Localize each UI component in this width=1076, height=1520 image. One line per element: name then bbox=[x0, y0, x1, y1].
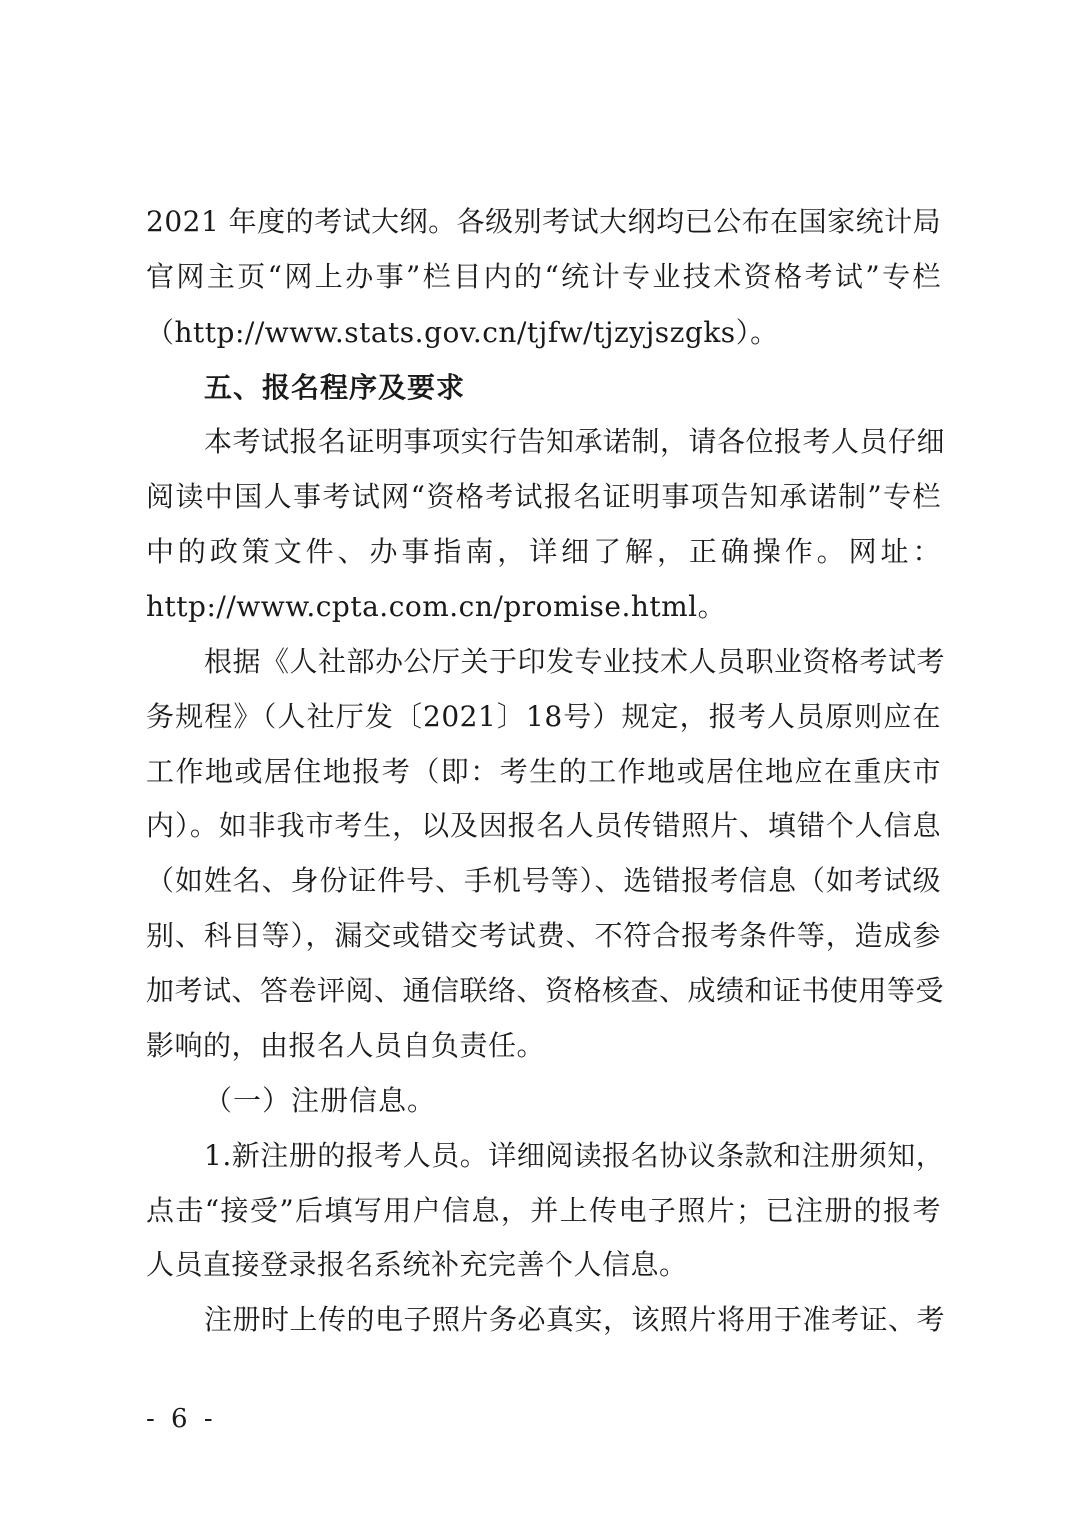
paragraph-line: 2021 年度的考试大纲。各级别考试大纲均已公布在国家统计局 bbox=[146, 205, 942, 238]
section-heading: 五、报名程序及要求 bbox=[204, 371, 466, 404]
paragraph-line: 人员直接登录报名系统补充完善个人信息。 bbox=[146, 1248, 688, 1281]
paragraph-line: 内）。如非我市考生，以及因报名人员传错照片、填错个人信息 bbox=[146, 809, 941, 842]
paragraph-line: 务规程》（人社厅发〔2021〕18号）规定，报考人员原则应在 bbox=[146, 700, 941, 733]
paragraph-line: 影响的，由报名人员自负责任。 bbox=[146, 1029, 546, 1062]
paragraph-line: 别、科目等），漏交或错交考试费、不符合报考条件等，造成参 bbox=[146, 919, 941, 952]
paragraph-line: 工作地或居住地报考（即：考生的工作地或居住地应在重庆市 bbox=[146, 755, 941, 788]
paragraph-line: 中的政策文件、办事指南，详细了解，正确操作。网址： bbox=[146, 535, 941, 568]
paragraph-line: 1.新注册的报考人员。详细阅读报名协议条款和注册须知， bbox=[204, 1139, 945, 1172]
paragraph-line: 官网主页“网上办事”栏目内的“统计专业技术资格考试”专栏 bbox=[146, 260, 941, 293]
page-number: - 6 - bbox=[146, 1404, 217, 1434]
paragraph-line: 注册时上传的电子照片务必真实，该照片将用于准考证、考 bbox=[204, 1303, 946, 1336]
paragraph-line: 加考试、答卷评阅、通信联络、资格核查、成绩和证书使用等受 bbox=[146, 974, 945, 1007]
paragraph-line: 阅读中国人事考试网“资格考试报名证明事项告知承诺制”专栏 bbox=[146, 480, 941, 513]
paragraph-line: http://www.cpta.com.cn/promise.html。 bbox=[146, 590, 727, 623]
paragraph-line: （http://www.stats.gov.cn/tjfw/tjzyjszgks）。 bbox=[146, 316, 779, 349]
subsection-heading: （一）注册信息。 bbox=[204, 1084, 437, 1117]
paragraph-line: 根据《人社部办公厅关于印发专业技术人员职业资格考试考 bbox=[204, 645, 946, 678]
paragraph-line: （如姓名、身份证件号、手机号等）、选错报考信息（如考试级 bbox=[146, 864, 941, 897]
paragraph-line: 点击“接受”后填写用户信息，并上传电子照片；已注册的报考 bbox=[146, 1194, 941, 1227]
paragraph-line: 本考试报名证明事项实行告知承诺制，请各位报考人员仔细 bbox=[204, 425, 946, 458]
